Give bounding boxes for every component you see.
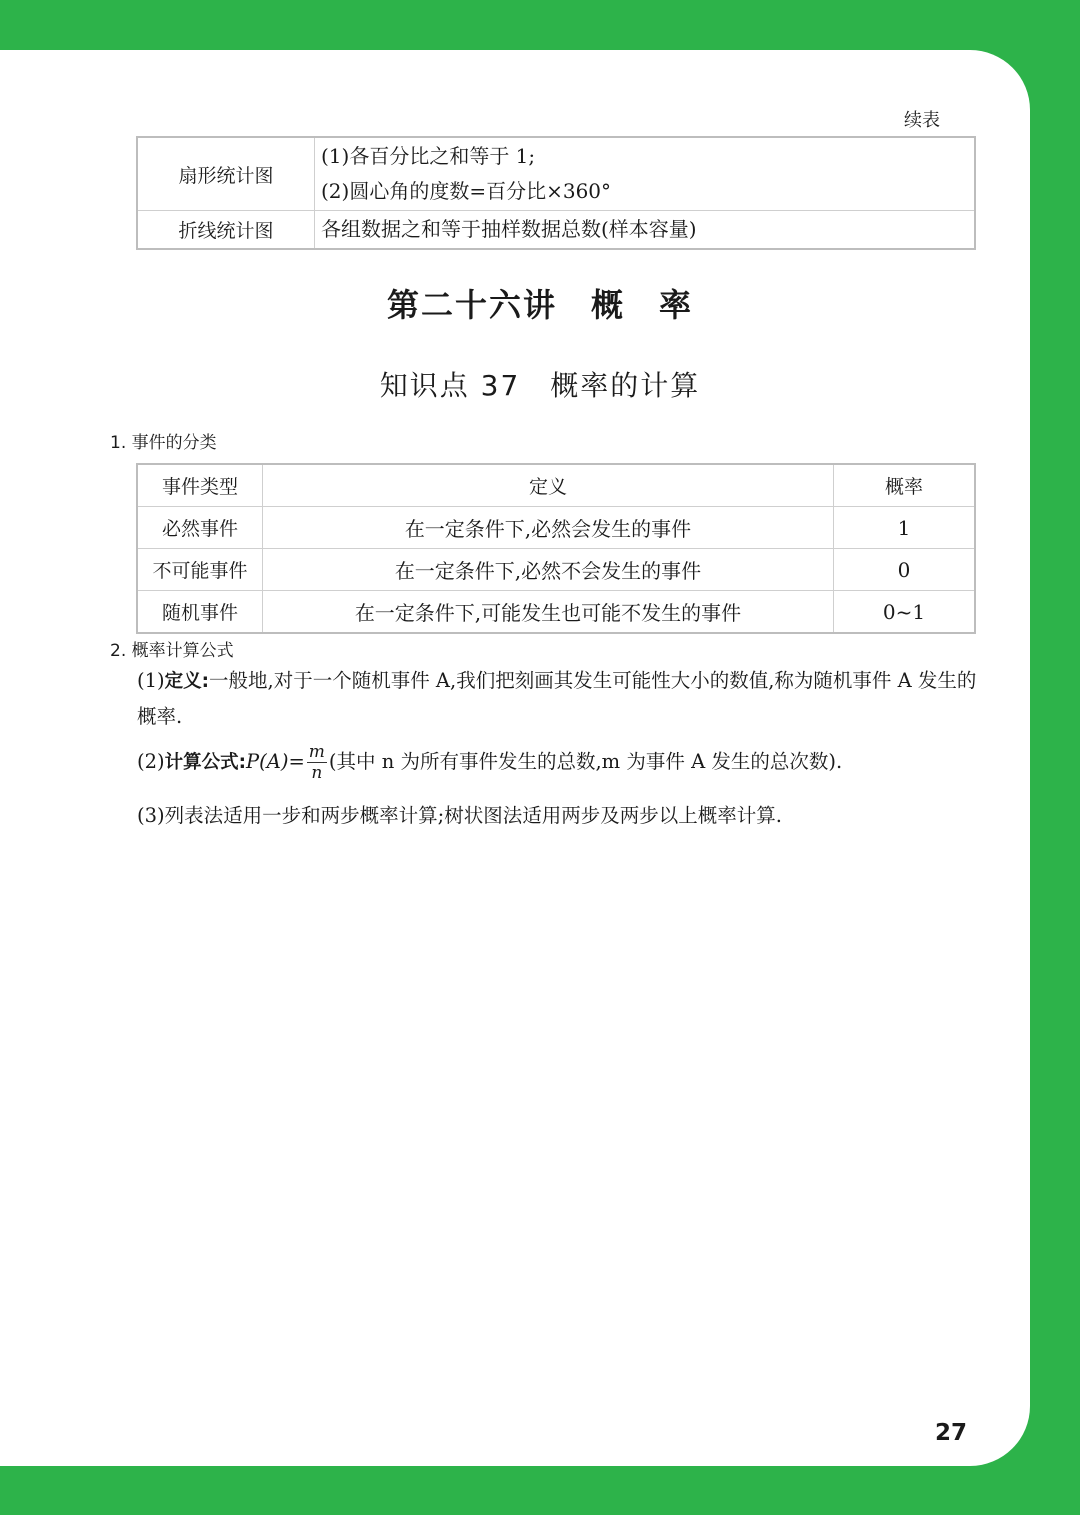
method-paragraph: (3)列表法适用一步和两步概率计算;树状图法适用两步及两步以上概率计算. (137, 804, 782, 827)
header-cell: 事件类型 (137, 464, 263, 507)
continued-label: 续表 (904, 110, 940, 131)
property-line: (2)圆心角的度数=百分比×360° (321, 179, 612, 203)
item-prefix: (2) (137, 750, 165, 773)
definition-paragraph (137, 663, 979, 734)
definition-text: 一般地,对于一个随机事件 A,我们把刻画其发生可能性大小的数值,称为随机事件 A 发生的概率. (137, 669, 977, 728)
chart-type-cell: 扇形统计图 (137, 137, 315, 211)
page-number: 27 (935, 1420, 968, 1446)
formula-paragraph (137, 742, 979, 783)
event-classification-table (136, 463, 976, 634)
definition-cell: 在一定条件下,必然会发生的事件 (263, 507, 834, 549)
formula-label: 计算公式: (164, 752, 247, 773)
chart-property-cell (315, 137, 976, 211)
property-line: (1)各百分比之和等于 1; (321, 144, 536, 168)
event-type-cell: 随机事件 (137, 591, 263, 634)
event-type-cell: 不可能事件 (137, 549, 263, 591)
probability-cell: 1 (834, 507, 976, 549)
table-row (137, 591, 975, 634)
table-row (137, 507, 975, 549)
lecture-title: 第二十六讲 概 率 (386, 286, 693, 324)
header-cell: 定义 (263, 464, 834, 507)
formula-explanation: (其中 n 为所有事件发生的总数,m 为事件 A 发生的总次数). (328, 750, 843, 773)
chart-type-cell: 折线统计图 (137, 211, 315, 250)
definition-cell: 在一定条件下,可能发生也可能不发生的事件 (263, 591, 834, 634)
statistics-chart-table (136, 136, 976, 250)
table-header-row (137, 464, 975, 507)
definition-cell: 在一定条件下,必然不会发生的事件 (263, 549, 834, 591)
table-row (137, 211, 975, 250)
fraction (307, 742, 327, 783)
section-heading-event-classification: 1. 事件的分类 (110, 433, 217, 453)
item-prefix: (1) (137, 669, 165, 692)
probability-cell: 0~1 (834, 591, 976, 634)
fraction-denominator: n (311, 763, 323, 783)
event-type-cell: 必然事件 (137, 507, 263, 549)
section-heading-probability-formula: 2. 概率计算公式 (110, 641, 234, 661)
property-line: 各组数据之和等于抽样数据总数(样本容量) (321, 217, 697, 241)
fraction-numerator: m (308, 742, 325, 762)
table-row (137, 137, 975, 211)
formula-lhs: P(A)= (246, 750, 305, 773)
table-row (137, 549, 975, 591)
definition-label: 定义: (164, 671, 210, 692)
chart-property-cell (315, 211, 976, 250)
header-cell: 概率 (834, 464, 976, 507)
knowledge-point-title: 知识点 37 概率的计算 (379, 369, 701, 402)
probability-cell: 0 (834, 549, 976, 591)
